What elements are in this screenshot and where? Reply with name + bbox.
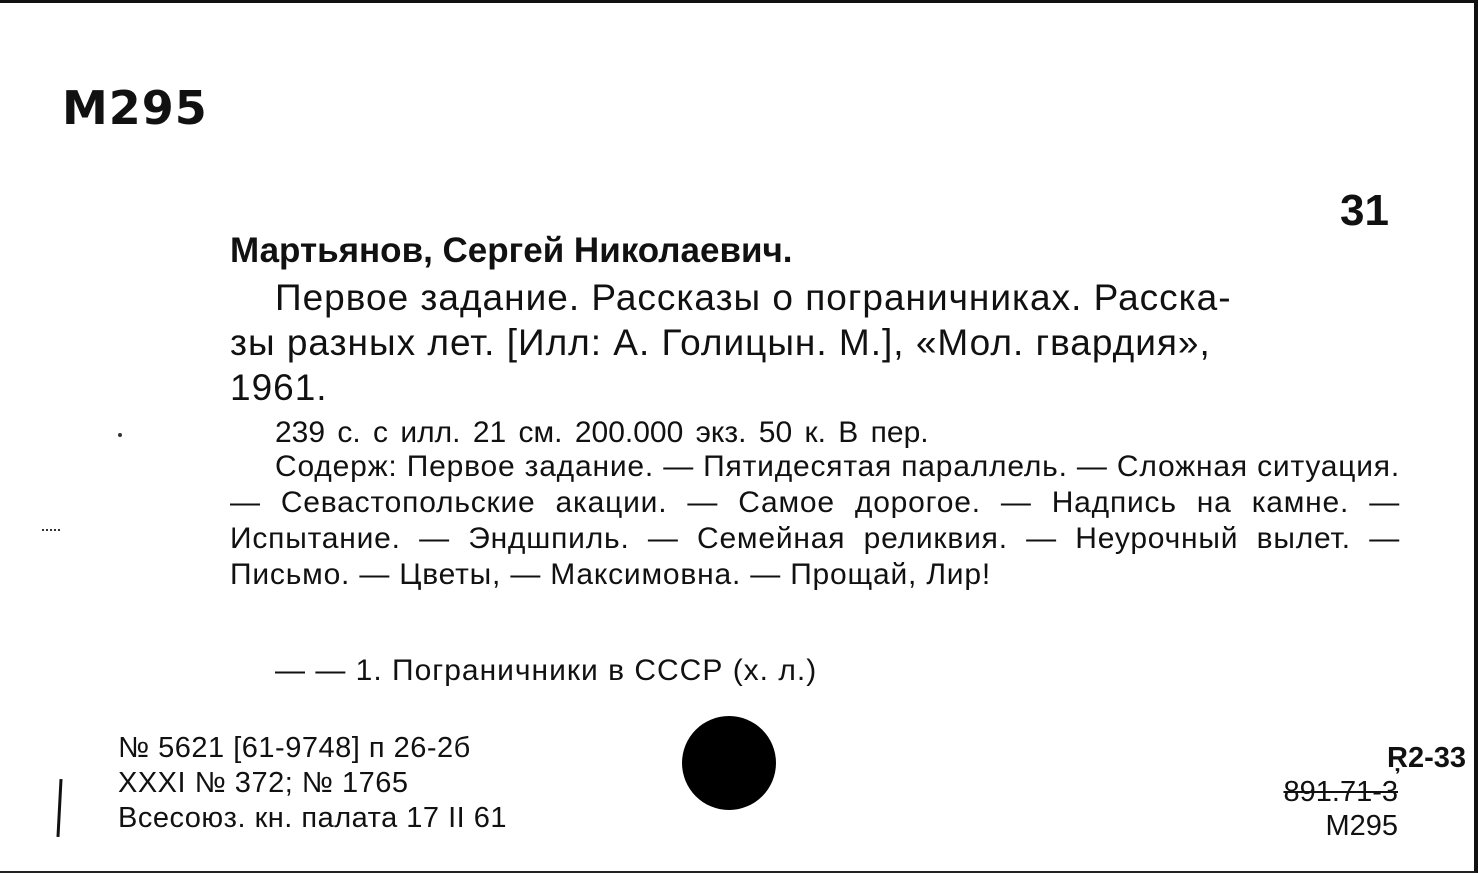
registration-info [118, 731, 678, 836]
author-heading: Мартьянов, Сергей Николаевич. [230, 231, 793, 270]
handwritten-shelf-mark: M295 [62, 81, 208, 135]
title-line: Первое задание. Рассказы о пограничниках. Расска- [275, 277, 1232, 318]
registration-line: № 5621 [61-9748] п 26-2б [118, 732, 471, 764]
ink-speck [42, 521, 60, 531]
classification-codes [1206, 741, 1466, 843]
contents-note: Содерж: Первое задание. — Пятидесятая параллель. — Сложная ситуация. — Севастопольские акации. — Самое дорогое. — Надпись на камне. — Испытание. — Эндшпиль. — Семейная реликвия. — Неурочный вылет. — Письмо. — Цветы, — Максимовна. — Прощай, Лир! [230, 450, 1400, 591]
physical-description: 239 с. с илл. 21 см. 200.000 экз. 50 к. В пер. [275, 416, 929, 449]
classification-code: Ŗ2-33 [1387, 742, 1466, 774]
class-number: 31 [1340, 186, 1389, 235]
pencil-tick-mark [56, 779, 62, 837]
title-line: зы разных лет. [Илл: А. Голицын. М.], «Мол. гвардия», [230, 322, 1211, 363]
registration-line: Всесоюз. кн. палата 17 II 61 [118, 802, 508, 834]
subject-heading: — — 1. Пограничники в СССР (х. л.) [275, 654, 818, 687]
struck-udc-code: 891.71-3 [1283, 776, 1398, 808]
registration-line: XXXI № 372; № 1765 [118, 767, 409, 799]
author-mark: М295 [1325, 810, 1398, 842]
ink-speck [118, 433, 122, 437]
card-punch-hole [682, 716, 776, 810]
title-block [230, 275, 1400, 410]
title-line: 1961. [230, 367, 328, 408]
